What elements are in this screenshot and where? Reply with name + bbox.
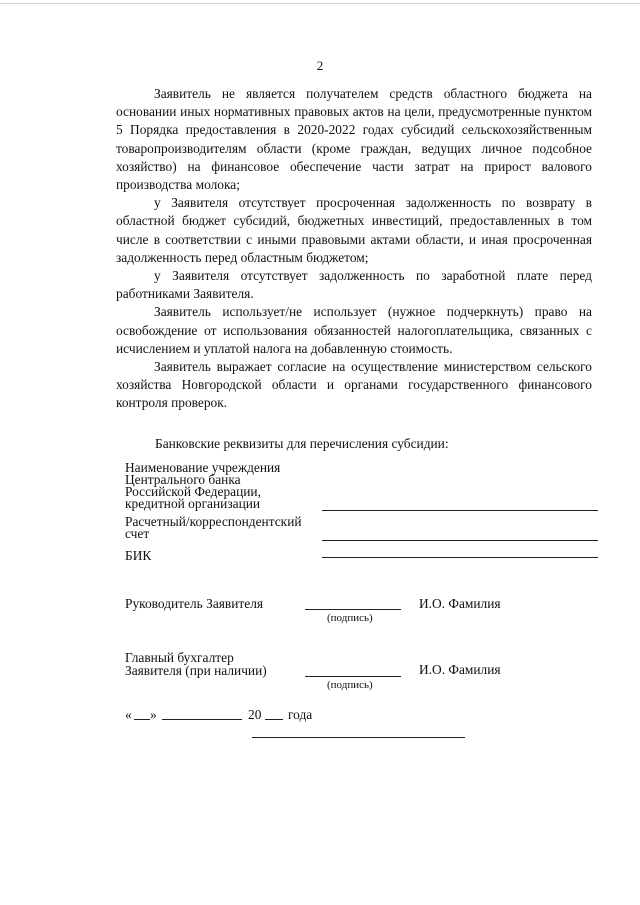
- date-open-quote: «: [125, 707, 132, 722]
- bottom-signature-line[interactable]: [252, 737, 465, 738]
- conditions-text: [116, 85, 592, 413]
- accountant-name: И.О. Фамилия: [419, 662, 501, 677]
- accountant-label-1: Главный бухгалтер: [125, 650, 234, 665]
- paragraph-no-salary-debt: у Заявителя отсутствует задолженность по заработной плате перед работниками Заявителя.: [116, 268, 592, 302]
- paragraph-consent: Заявитель выражает согласие на осуществление министерством сельского хозяйства Новгородской области и органами государственного финансового контроля проверок.: [116, 359, 592, 411]
- accountant-signature-caption: (подпись): [327, 679, 373, 691]
- paragraph-not-recipient: Заявитель не является получателем средств областного бюджета на основании иных нормативных правовых актов на цели, предусмотренные пунктом 5 Порядка предоставления в 2020-2022 годах субсидий сельскохозяйственным товаропроизводителям области (кроме граждан, ведущих личное подсобное хозяйство) на финансовое обеспечение части затрат на прирост валового производства молока;: [116, 86, 592, 193]
- date-year-prefix: 20: [248, 707, 262, 722]
- head-signature-field[interactable]: [305, 609, 401, 610]
- date-close-quote: »: [150, 707, 157, 722]
- paragraph-vat-exemption: Заявитель использует/не использует (нужное подчеркнуть) право на освобождение от использования обязанностей налогоплательщика, связанных с исчислением и уплатой налога на добавленную стоимость.: [116, 304, 592, 356]
- bank-name-label-4: кредитной организации: [125, 496, 261, 511]
- date-month-field[interactable]: [162, 719, 242, 720]
- bik-label: БИК: [125, 548, 152, 563]
- date-year-field[interactable]: [265, 719, 283, 720]
- bik-field[interactable]: [322, 557, 598, 558]
- account-field[interactable]: [322, 540, 598, 541]
- paragraph-no-overdue-debt: у Заявителя отсутствует просроченная задолженность по возврату в областной бюджет субсидий, бюджетных инвестиций, предоставленных в том числе в соответствии с иными правовыми актами области, и иная просроченная задолженность перед областным бюджетом;: [116, 195, 592, 265]
- accountant-signature-field[interactable]: [305, 676, 401, 677]
- account-label-2: счет: [125, 526, 150, 541]
- head-signature-caption: (подпись): [327, 612, 373, 624]
- date-year-suffix: года: [288, 707, 313, 722]
- accountant-label-2: Заявителя (при наличии): [125, 663, 267, 678]
- bank-name-label-3: Российской Федерации,: [125, 484, 261, 499]
- account-label-1: Расчетный/корреспондентский: [125, 514, 302, 529]
- scan-top-edge: [0, 3, 640, 4]
- bank-details-title: Банковские реквизиты для перечисления субсидии:: [155, 436, 449, 451]
- date-day-field[interactable]: [134, 719, 150, 720]
- head-label: Руководитель Заявителя: [125, 596, 264, 611]
- page-number: 2: [316, 58, 324, 73]
- head-name: И.О. Фамилия: [419, 596, 501, 611]
- bank-name-label-1: Наименование учреждения: [125, 460, 281, 475]
- bank-name-label-2: Центрального банка: [125, 472, 241, 487]
- bank-name-field[interactable]: [322, 510, 598, 511]
